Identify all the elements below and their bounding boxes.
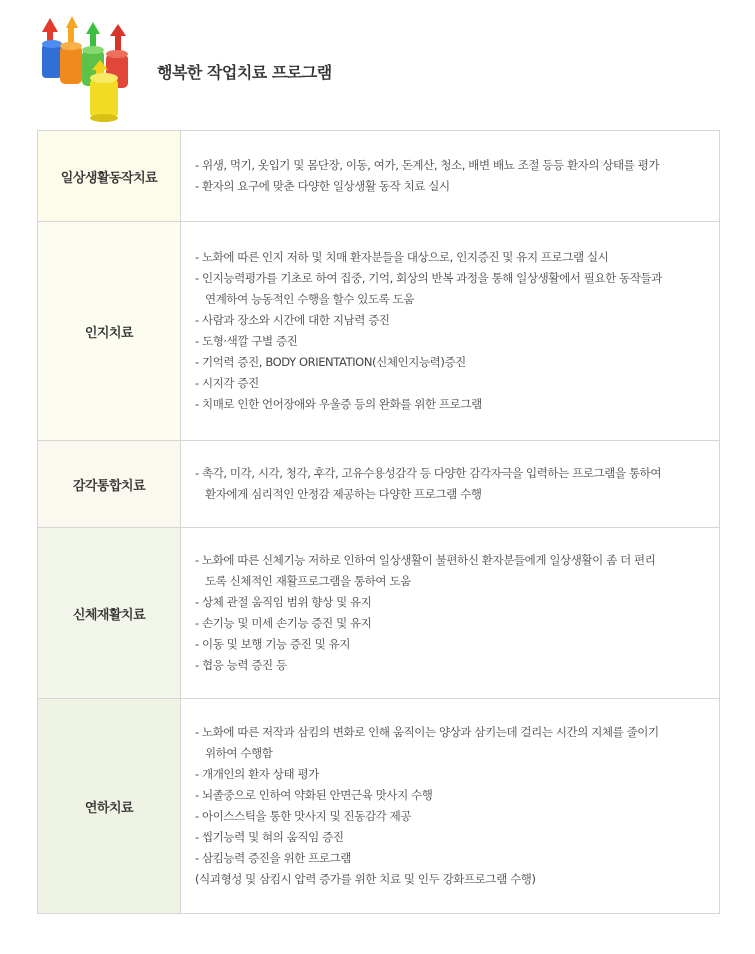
list-item: - 시지각 증진 [195,376,259,390]
description-cell [181,528,720,699]
category-cell: 일상생활동작치료 [38,131,181,222]
category-cell: 신체재활치료 [38,528,181,699]
table-row [38,222,720,441]
description-cell [181,699,720,914]
table-row [38,441,720,528]
category-cell: 연하치료 [38,699,181,914]
list-item: - 치매로 인한 언어장애와 우울증 등의 완화를 위한 프로그램 [195,397,482,411]
list-item: - 기억력 증진, BODY ORIENTATION(신체인지능력)증진 [195,355,466,369]
list-item: 환자에게 심리적인 안정감 제공하는 다양한 프로그램 수행 [205,487,482,501]
category-cell: 인지치료 [38,222,181,441]
list-item: - 이동 및 보행 기능 증진 및 유지 [195,637,351,651]
list-item: - 손기능 및 미세 손기능 증진 및 유지 [195,616,372,630]
list-item: - 촉각, 미각, 시각, 청각, 후각, 고유수용성감각 등 다양한 감각자극을 입력하는 프로그램을 통하여 [195,466,662,480]
list-item: 연계하여 능동적인 수행을 할수 있도록 도움 [205,292,415,306]
list-item: - 아이스스틱을 통한 맛사지 및 진동감각 제공 [195,809,412,823]
list-item: - 뇌졸중으로 인하여 약화된 안면근육 맛사지 수행 [195,788,433,802]
list-item: - 사람과 장소와 시간에 대한 지남력 증진 [195,313,390,327]
description-cell [181,131,720,222]
list-item: 도록 신체적인 재활프로그램을 통하여 도움 [205,574,411,588]
page-header [0,0,755,120]
table-row [38,131,720,222]
list-item: - 상체 관절 움직임 범위 향상 및 유지 [195,595,372,609]
category-cell: 감각통합치료 [38,441,181,528]
description-cell [181,441,720,528]
description-cell [181,222,720,441]
list-item: - 노화에 따른 신체기능 저하로 인하여 일상생활이 불편하신 환자분들에게 일상생활이 좀 더 편리 [195,553,656,567]
list-item: (식괴형성 및 삼킴시 압력 증가를 위한 치료 및 인두 강화프로그램 수행) [195,872,536,886]
list-item: 위하여 수행함 [205,746,273,760]
list-item: - 위생, 먹기, 옷입기 및 몸단장, 이동, 여가, 돈계산, 청소, 배변 배뇨 조절 등등 환자의 상태를 평가 [195,158,660,172]
program-table [37,130,720,914]
list-item: - 도형·색깔 구별 증진 [195,334,298,348]
paint-bottles-icon [38,14,134,122]
table-row [38,528,720,699]
page-title: 행복한 작업치료 프로그램 [157,63,332,82]
list-item: - 개개인의 환자 상태 평가 [195,767,319,781]
list-item: - 삼킴능력 증진을 위한 프로그램 [195,851,351,865]
list-item: - 노화에 따른 저작과 삼킴의 변화로 인해 움직이는 양상과 삼키는데 걸리는 시간의 지체를 줄이기 [195,725,659,739]
list-item: - 인지능력평가를 기초로 하여 집중, 기억, 회상의 반복 과정을 통해 일상생활에서 필요한 동작들과 [195,271,662,285]
list-item: - 노화에 따른 인지 저하 및 치매 환자분들을 대상으로, 인지증진 및 유지 프로그램 실시 [195,250,609,264]
list-item: - 협응 능력 증진 등 [195,658,287,672]
list-item: - 환자의 요구에 맞춘 다양한 일상생활 동작 치료 실시 [195,179,450,193]
list-item: - 씹기능력 및 혀의 움직임 증진 [195,830,344,844]
table-row [38,699,720,914]
